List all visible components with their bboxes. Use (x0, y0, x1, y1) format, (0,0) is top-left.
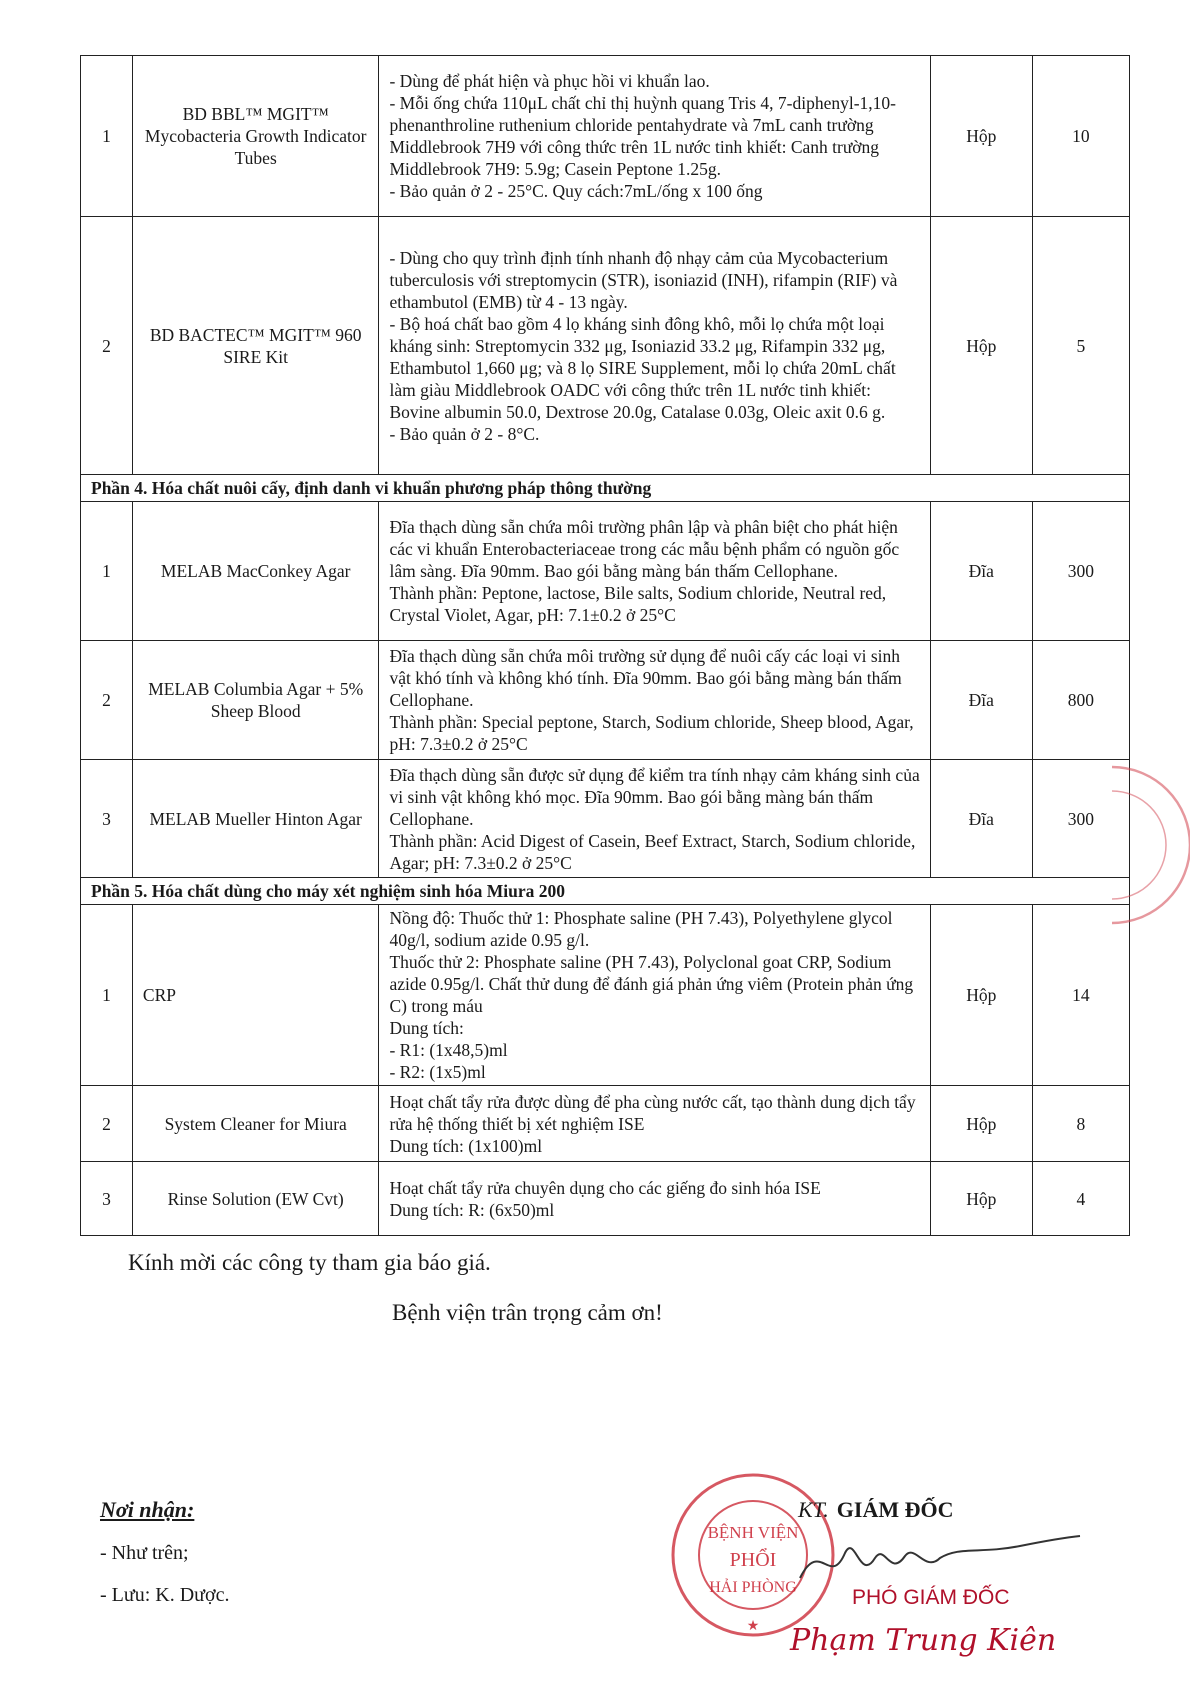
item-name: Rinse Solution (EW Cvt) (132, 1162, 379, 1236)
description-line: - R1: (1x48,5)ml (389, 1040, 508, 1060)
description-line: Hoạt chất tẩy rửa được dùng để pha cùng nước cất, tạo thành dung dịch tẩy rửa hệ thống thiết bị xét nghiệm ISE (389, 1091, 920, 1134)
description-line: Đĩa thạch dùng sẵn được sử dụng để kiểm tra tính nhạy cảm kháng sinh của vi sinh vật không khó mọc. Đĩa 90mm. Bao gói bằng màng bán thấm Cellophane. (389, 764, 925, 829)
item-quantity: 8 (1032, 1086, 1129, 1162)
section-header-row (81, 878, 1130, 905)
item-unit: Đĩa (931, 641, 1033, 760)
item-unit: Hộp (931, 1086, 1033, 1162)
table-row (81, 217, 1130, 475)
description-line: - R2: (1x5)ml (389, 1062, 486, 1082)
description-line: - Bảo quản ở 2 - 8°C. (389, 423, 540, 444)
item-quantity: 800 (1032, 641, 1129, 760)
closing-invitation: Kính mời các công ty tham gia báo giá. (128, 1250, 491, 1275)
item-description (379, 760, 931, 878)
table-row (81, 641, 1130, 760)
item-name: System Cleaner for Miura (132, 1086, 379, 1162)
item-quantity: 300 (1032, 760, 1129, 878)
item-description (379, 217, 931, 475)
item-description (379, 905, 931, 1086)
recipients-title: Nơi nhận: (100, 1497, 195, 1522)
description-line: Thành phần: Peptone, lactose, Bile salts, Sodium chloride, Neutral red, Crystal Violet, Agar, pH: 7.1±0.2 ở 25°C (389, 583, 891, 625)
item-quantity: 300 (1032, 502, 1129, 641)
item-unit: Hộp (931, 1162, 1033, 1236)
description-line: Dung tích: (389, 1018, 464, 1038)
description-line: - Dùng cho quy trình định tính nhanh độ nhạy cảm của Mycobacterium tuberculosis với streptomycin (STR), isoniazid (INH), rifampin (RIF) và ethambutol (EMB) từ 4 - 13 ngày. (389, 247, 902, 312)
table-row (81, 905, 1130, 1086)
item-number: 1 (81, 905, 133, 1086)
item-number: 1 (81, 56, 133, 217)
description-line: Hoạt chất tẩy rửa chuyên dụng cho các giếng đo sinh hóa ISE (389, 1177, 821, 1198)
item-unit: Hộp (931, 905, 1033, 1086)
item-name: MELAB MacConkey Agar (132, 502, 379, 641)
item-name: MELAB Mueller Hinton Agar (132, 760, 379, 878)
item-number: 2 (81, 217, 133, 475)
item-number: 1 (81, 502, 133, 641)
item-description (379, 502, 931, 641)
table-row (81, 1162, 1130, 1236)
description-line: Thành phần: Special peptone, Starch, Sodium chloride, Sheep blood, Agar, pH: 7.3±0.2 ở 25°C (389, 712, 919, 754)
item-quantity: 14 (1032, 905, 1129, 1086)
item-unit: Đĩa (931, 760, 1033, 878)
description-line: - Dùng để phát hiện và phục hồi vi khuẩn lao. (389, 71, 710, 91)
description-line: Dung tích: (1x100)ml (389, 1135, 543, 1156)
section-header-row (81, 475, 1130, 502)
item-description (379, 1086, 931, 1162)
item-name: MELAB Columbia Agar + 5% Sheep Blood (132, 641, 379, 760)
description-line: - Bảo quản ở 2 - 25°C. Quy cách:7mL/ống x 100 ống (389, 181, 763, 201)
items-table (80, 55, 1130, 1236)
svg-text:★: ★ (746, 1619, 760, 1634)
description-line: Dung tích: R: (6x50)ml (389, 1199, 555, 1220)
item-number: 2 (81, 1086, 133, 1162)
stamp-line: PHỔI (729, 1549, 777, 1571)
description-line: Thành phần: Acid Digest of Casein, Beef Extract, Starch, Sodium chloride, Agar; pH: 7.3±0.2 ở 25°C (389, 830, 919, 873)
signature-subtitle: PHÓ GIÁM ĐỐC (852, 1586, 1010, 1609)
item-name: CRP (132, 905, 379, 1086)
signatory-name: Phạm Trung Kiên (790, 1623, 1057, 1658)
table-row (81, 56, 1130, 217)
item-name: BD BBL™ MGIT™ Mycobacteria Growth Indicator Tubes (132, 56, 379, 217)
description-line: Đĩa thạch dùng sẵn chứa môi trường phân lập và phân biệt cho phát hiện các vi khuẩn Enterobacteriaceae trong các mẫu bệnh phẩm có nguồn gốc lâm sàng. Đĩa 90mm. Bao gói bằng màng bán thấm Cellophane. (389, 517, 904, 581)
item-description (379, 56, 931, 217)
item-unit: Hộp (931, 56, 1033, 217)
table-row (81, 760, 1130, 878)
description-line: - Mỗi ống chứa 110μL chất chỉ thị huỳnh quang Tris 4, 7-diphenyl-1,10-phenanthroline ruthenium chloride pentahydrate và 7mL canh trường Middlebrook 7H9 với công thức trên 1L nước tinh khiết: Canh trường Middlebrook 7H9: 5.9g; Casein Peptone 1.25g. (389, 93, 897, 179)
stamp-line: BỆNH VIỆN (707, 1523, 799, 1542)
stamp-line: HẢI PHÒNG (709, 1579, 797, 1596)
recipient-line: - Như trên; (100, 1542, 189, 1564)
item-unit: Đĩa (931, 502, 1033, 641)
item-description (379, 1162, 931, 1236)
item-number: 2 (81, 641, 133, 760)
item-unit: Hộp (931, 217, 1033, 475)
item-number: 3 (81, 1162, 133, 1236)
item-quantity: 5 (1032, 217, 1129, 475)
item-quantity: 10 (1032, 56, 1129, 217)
description-line: - Bộ hoá chất bao gồm 4 lọ kháng sinh đông khô, mỗi lọ chứa một loại kháng sinh: Streptomycin 332 μg, Isoniazid 33.2 μg, Rifampin 332 μg, Ethambutol 1,660 μg; và 8 lọ SIRE Supplement, mỗi lọ chứa 20mL chất làm giàu Middlebrook OADC với công thức trên 1L nước tinh khiết: Bovine albumin 50.0, Dextrose 20.0g, Catalase 0.03g, Oleic axit 0.6 g. (389, 313, 901, 422)
item-description (379, 641, 931, 760)
edge-stamp (1112, 760, 1190, 930)
item-number: 3 (81, 760, 133, 878)
table-row (81, 502, 1130, 641)
section-title: Phần 5. Hóa chất dùng cho máy xét nghiệm sinh hóa Miura 200 (81, 878, 1130, 905)
section-title: Phần 4. Hóa chất nuôi cấy, định danh vi khuẩn phương pháp thông thường (81, 475, 1130, 502)
signature-prefix: KT. (798, 1497, 829, 1522)
item-name: BD BACTEC™ MGIT™ 960 SIRE Kit (132, 217, 379, 475)
closing-thanks: Bệnh viện trân trọng cảm ơn! (392, 1300, 663, 1325)
signature-title: KT. GIÁM ĐỐC (798, 1497, 954, 1522)
description-line: Nồng độ: Thuốc thử 1: Phosphate saline (PH 7.43), Polyethylene glycol 40g/l, sodium azide 0.95 g/l. (389, 908, 897, 950)
recipient-line: - Lưu: K. Dược. (100, 1584, 230, 1606)
item-quantity: 4 (1032, 1162, 1129, 1236)
description-line: Đĩa thạch dùng sẵn chứa môi trường sử dụng để nuôi cấy các loại vi sinh vật khó tính và không khó tính. Đĩa 90mm. Bao gói bằng màng bán thấm Cellophane. (389, 646, 907, 710)
description-line: Thuốc thử 2: Phosphate saline (PH 7.43), Polyclonal goat CRP, Sodium azide 0.95g/l. Chất thử dung để đánh giá phản ứng viêm (Protein phản ứng C) trong máu (389, 952, 918, 1016)
table-row (81, 1086, 1130, 1162)
